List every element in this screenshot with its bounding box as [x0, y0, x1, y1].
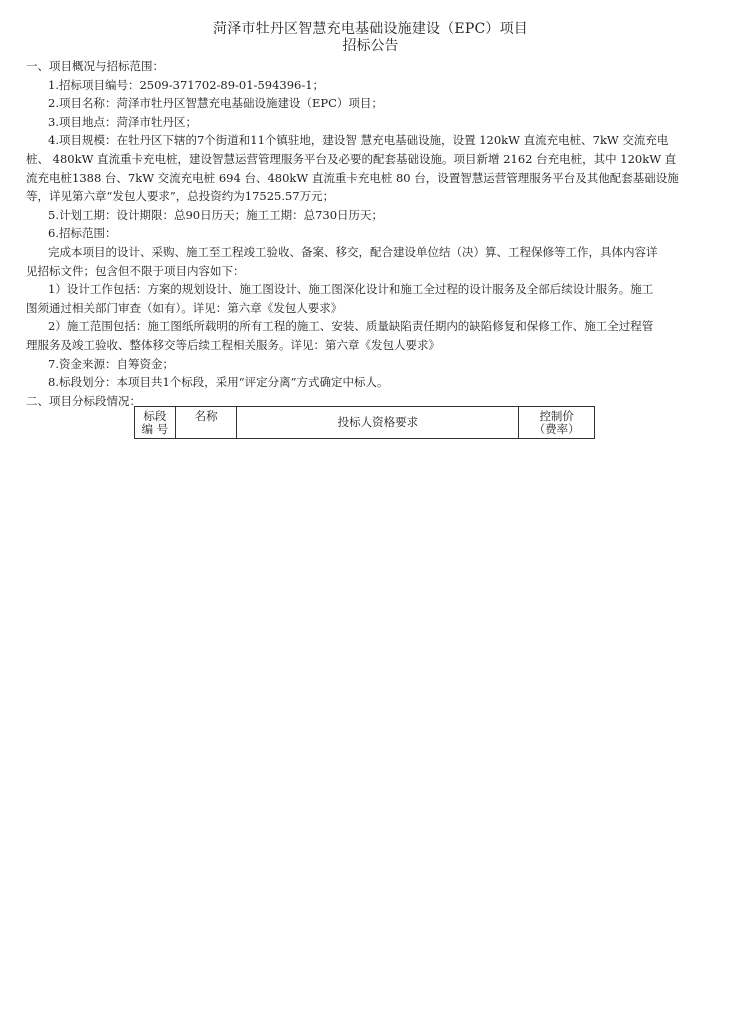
design-scope-line-2: 图须通过相关部门审查（如有）。详见：第六章《发包人要求》 — [26, 300, 343, 315]
header — [0, 21, 741, 55]
header-control-price-line-1: 控制价 — [539, 408, 574, 423]
header-lot-number — [135, 407, 176, 439]
header-qualification: 投标人资格要求 — [237, 407, 519, 439]
design-scope-line-1: 1）设计工作包括：方案的规划设计、施工图设计、施工图深化设计和施工全过程的设计服务及全部后续设计服务。施工 — [48, 282, 654, 297]
table-header-row — [135, 407, 595, 439]
header-lot-number-line-2: 编 号 — [141, 421, 169, 436]
section-heading-2: 二、项目分标段情况： — [26, 393, 141, 408]
header-control-price — [519, 407, 595, 439]
document-title: 菏泽市牡丹区智慧充电基础设施建设（EPC）项目 — [213, 21, 528, 37]
document-subtitle: 招标公告 — [342, 38, 399, 54]
item-3: 3.项目地点：菏泽市牡丹区； — [48, 114, 197, 129]
scope-line-1: 完成本项目的设计、采购、施工至工程竣工验收、备案、移交，配合建设单位结（决）算、工程保修等工作，具体内容详 — [48, 244, 658, 259]
header-name: 名称 — [175, 407, 237, 439]
header-control-price-line-2: （费率） — [533, 421, 580, 436]
item-6: 6.招标范围： — [48, 226, 117, 241]
item-4-line-1: 4.项目规模：在牡丹区下辖的7个街道和11个镇驻地，建设智 慧充电基础设施，设置 120kW 直流充电桩、7kW 交流充电 — [48, 133, 669, 148]
item-2: 2.项目名称：菏泽市牡丹区智慧充电基础设施建设（EPC）项目； — [48, 96, 383, 111]
item-4-line-4: 等，详见第六章“发包人要求”，总投资约为17525.57万元； — [26, 189, 335, 204]
item-7: 7.资金来源：自筹资金； — [48, 356, 174, 371]
section-heading-1: 一、项目概况与招标范围： — [26, 59, 164, 73]
header-lot-number-line-1: 标段 — [143, 408, 167, 423]
item-4-line-3: 流充电桩1388 台、7kW 交流充电桩 694 台、480kW 直流重卡充电桩 80 台，设置智慧运营管理服务平台及其他配套基础设施 — [26, 170, 679, 185]
construction-scope-line-1: 2）施工范围包括：施工图纸所载明的所有工程的施工、安装、质量缺陷责任期内的缺陷修复和保修工作、施工全过程管 — [48, 319, 654, 334]
construction-scope-line-2: 理服务及竣工验收、整体移交等后续工程相关服务。详见：第六章《发包人要求》 — [26, 337, 440, 352]
item-1: 1.招标项目编号：2509-371702-89-01-594396-1； — [48, 77, 325, 92]
lots-table — [134, 406, 595, 439]
item-5: 5.计划工期：设计期限：总90日历天；施工工期：总730日历天； — [48, 207, 384, 222]
item-8: 8.标段划分：本项目共1个标段，采用“评定分离”方式确定中标人。 — [48, 375, 389, 390]
document-body — [26, 57, 708, 410]
item-4-line-2: 桩、 480kW 直流重卡充电桩，建设智慧运营管理服务平台及必要的配套基础设施。项目新增 2162 台充电桩，其中 120kW 直 — [26, 151, 677, 166]
scope-line-2: 见招标文件；包含但不限于项目内容如下： — [26, 263, 245, 278]
